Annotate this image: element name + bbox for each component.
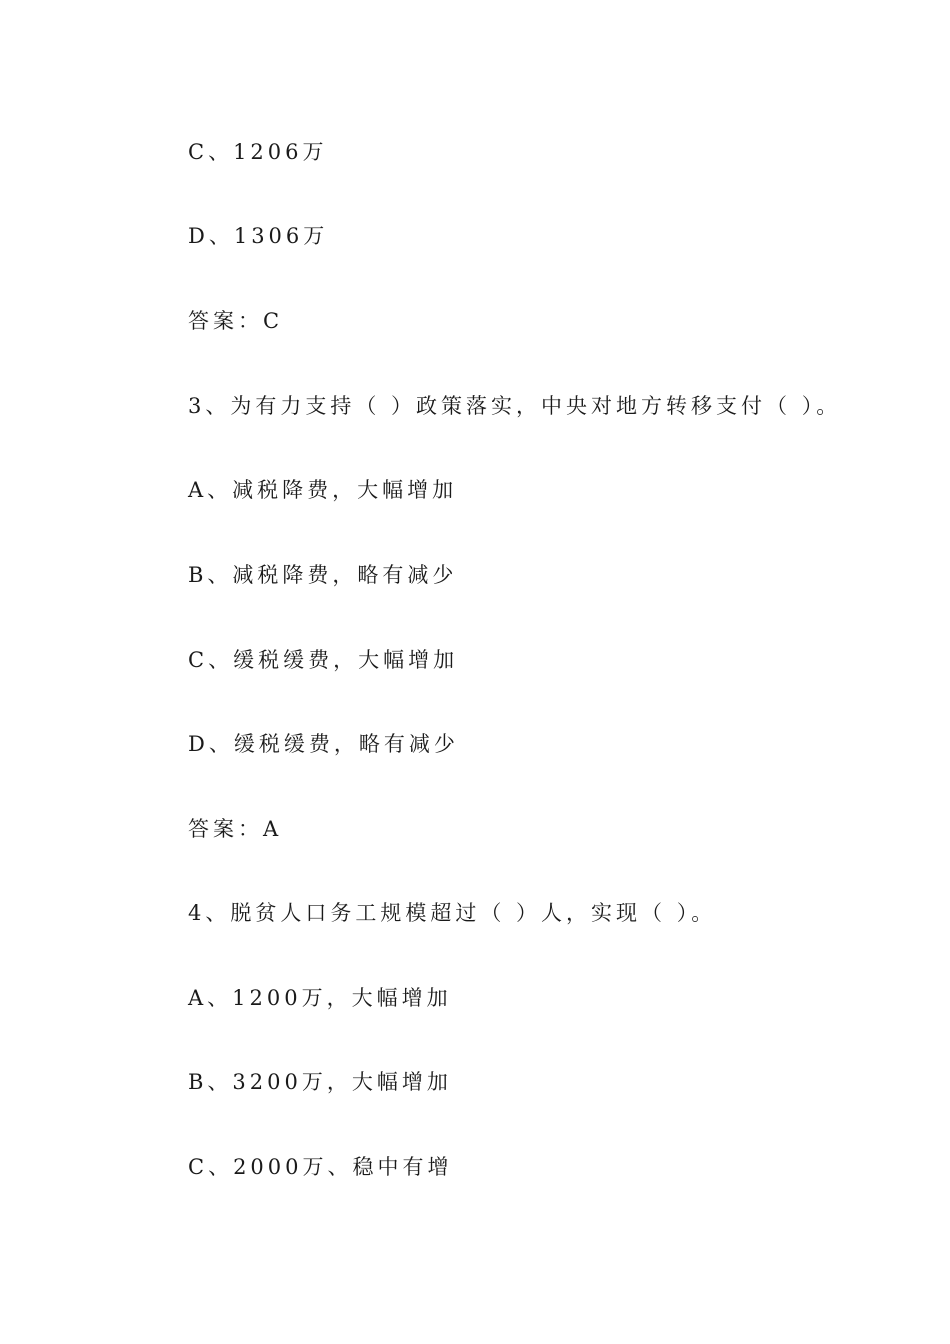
option-c-q2: C、1206万 [188, 140, 328, 164]
question-4: 4、脱贫人口务工规模超过（ ）人，实现（ ）。 [188, 901, 717, 925]
option-b-q4: B、3200万，大幅增加 [188, 1070, 452, 1094]
option-d-q3: D、缓税缓费，略有减少 [188, 732, 459, 756]
question-3: 3、为有力支持（ ）政策落实，中央对地方转移支付（ ）。 [188, 394, 842, 418]
option-c-q4: C、2000万、稳中有增 [188, 1155, 453, 1179]
option-a-q4: A、1200万，大幅增加 [188, 986, 452, 1010]
option-c-q3: C、缓税缓费，大幅增加 [188, 648, 459, 672]
option-a-q3: A、减税降费，大幅增加 [188, 478, 458, 502]
answer-q3: 答案：A [188, 817, 283, 841]
option-b-q3: B、减税降费，略有减少 [188, 563, 458, 587]
option-d-q2: D、1306万 [188, 224, 329, 248]
answer-q2: 答案：C [188, 309, 284, 333]
